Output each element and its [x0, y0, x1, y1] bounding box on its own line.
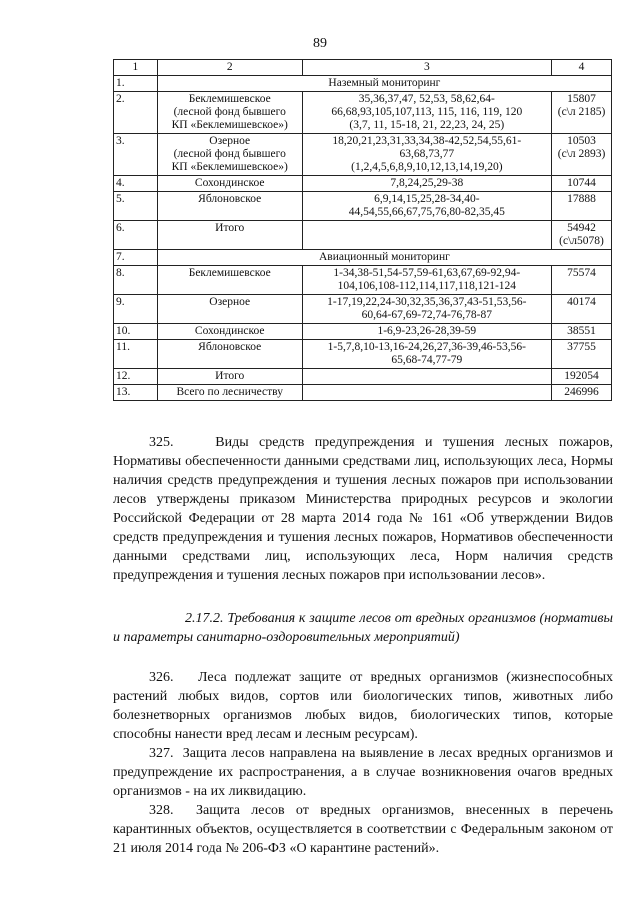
header-cell: 3	[302, 60, 551, 76]
area-value-line: 38551	[567, 325, 596, 337]
paragraph-327: 327. Защита лесов направлена на выявление в лесах вредных организмов и предупреждение их распространения, а в случае возникновения очагов вредных организмов - на их ликвидацию.	[113, 746, 613, 799]
table-header-row	[114, 60, 612, 76]
quarter-numbers	[302, 134, 551, 176]
section-title: Наземный мониторинг	[157, 76, 611, 92]
section-row-air	[114, 250, 612, 266]
quarter-numbers-line: 35,36,37,47, 52,53, 58,62,64-	[358, 93, 495, 105]
quarter-numbers-line: 1-5,7,8,10-13,16-24,26,27,36-39,46-53,56-	[327, 341, 526, 353]
row-number: 1.	[114, 76, 158, 92]
row-number: 6.	[114, 221, 158, 250]
row-number: 9.	[114, 295, 158, 324]
row-number: 12.	[114, 369, 158, 385]
forest-district-name	[157, 134, 302, 176]
paragraph-328: 328. Защита лесов от вредных организмов, внесенных в перечень карантинных объектов, осуществляется в соответствии с Федеральным законом от 21 июля 2014 года № 206-ФЗ «О карантине растений».	[113, 803, 613, 856]
table-row	[114, 385, 612, 401]
area-value	[552, 385, 612, 401]
quarter-numbers-line: 6,9,14,15,25,28-34,40-	[374, 193, 480, 205]
forest-district-name-line: Беклемишевское	[188, 267, 271, 279]
forest-district-name	[157, 92, 302, 134]
table-row	[114, 92, 612, 134]
forest-district-name-line: Яблоновское	[198, 193, 262, 205]
quarter-numbers-line: 66,68,93,105,107,113, 115, 116, 119, 120	[331, 106, 523, 118]
area-value-line: 37755	[567, 341, 596, 353]
area-value	[552, 176, 612, 192]
area-value	[552, 369, 612, 385]
area-value	[552, 340, 612, 369]
quarter-numbers-line: 1-17,19,22,24-30,32,35,36,37,43-51,53,56-	[327, 296, 527, 308]
area-value	[552, 221, 612, 250]
paragraph-325	[113, 433, 613, 585]
quarter-numbers	[302, 221, 551, 250]
forest-district-name-line: Яблоновское	[198, 341, 262, 353]
area-value	[552, 324, 612, 340]
quarter-numbers-line: 104,106,108-112,114,117,118,121-124	[337, 280, 517, 292]
table-row	[114, 295, 612, 324]
area-value-line: 10744	[567, 177, 596, 189]
quarter-numbers-line: 18,20,21,23,31,33,34,38-42,52,54,55,61-	[332, 135, 522, 147]
forest-district-name-line: Сохондинское	[194, 325, 265, 337]
row-number: 3.	[114, 134, 158, 176]
header-cell: 4	[552, 60, 612, 76]
forest-district-name	[157, 295, 302, 324]
page-number: 89	[313, 36, 327, 51]
quarter-numbers	[302, 92, 551, 134]
header-cell: 2	[157, 60, 302, 76]
table-row	[114, 369, 612, 385]
quarter-numbers-line: 60,64-67,69-72,74-76,78-87	[361, 309, 492, 321]
area-value	[552, 266, 612, 295]
forest-district-name-line: КП «Беклемишевское»)	[171, 161, 288, 173]
forest-district-name-line: Итого	[215, 370, 245, 382]
row-number: 7.	[114, 250, 158, 266]
table-row	[114, 221, 612, 250]
quarter-numbers-line: 65,68-74,77-79	[391, 354, 463, 366]
monitoring-table	[113, 59, 612, 401]
forest-district-name	[157, 221, 302, 250]
area-value-line: (с\л 2893)	[557, 148, 606, 160]
quarter-numbers	[302, 176, 551, 192]
forest-district-name	[157, 324, 302, 340]
row-number: 5.	[114, 192, 158, 221]
table-row	[114, 340, 612, 369]
quarter-numbers-line: 1-6,9-23,26-28,39-59	[377, 325, 477, 337]
area-value-line: 15807	[567, 93, 596, 105]
table-row	[114, 134, 612, 176]
forest-district-name-line: Беклемишевское	[188, 93, 271, 105]
table-row	[114, 266, 612, 295]
area-value-line: 17888	[567, 193, 596, 205]
paragraphs-326-328	[113, 668, 613, 858]
area-value-line: (с\л 2185)	[557, 106, 606, 118]
quarter-numbers-line: 44,54,55,66,67,75,76,80-82,35,45	[348, 206, 505, 218]
area-value-line: 40174	[567, 296, 596, 308]
area-value-line: 192054	[564, 370, 599, 382]
paragraph-text: 325. Виды средств предупреждения и тушения лесных пожаров, Нормативы обеспеченности данными средствами лиц, использующих леса, Нормы наличия средств предупреждения и тушения лесных пожаров при использовании лесов утверждены приказом Министерства природных ресурсов и экологии Российской Федерации от 28 марта 2014 года № 161 «Об утверждении Видов средств предупреждения и тушения лесных пожаров, Нормативов обеспеченности данными средствами лиц, использующих леса, Норм наличия средств предупреждения и тушения лесных пожаров при использовании лесов».	[113, 435, 613, 583]
area-value-line: 10503	[567, 135, 596, 147]
forest-district-name-line: Сохондинское	[194, 177, 265, 189]
section-row-ground	[114, 76, 612, 92]
quarter-numbers	[302, 340, 551, 369]
row-number: 13.	[114, 385, 158, 401]
quarter-numbers	[302, 369, 551, 385]
row-number: 8.	[114, 266, 158, 295]
forest-district-name	[157, 176, 302, 192]
forest-district-name-line: Озерное	[209, 135, 251, 147]
quarter-numbers-line: 1-34,38-51,54-57,59-61,63,67,69-92,94-	[333, 267, 521, 279]
forest-district-name-line: Всего по лесничеству	[176, 386, 283, 398]
area-value-line: 246996	[564, 386, 599, 398]
paragraph-326: 326. Леса подлежат защите от вредных организмов (жизнеспособных растений любых видов, сортов или биологических типов, животных либо болезнетворных организмов любых видов, биологических типов, которые способны нанести вред лесам и лесным ресурсам).	[113, 670, 613, 742]
row-number: 11.	[114, 340, 158, 369]
row-number: 2.	[114, 92, 158, 134]
table-row	[114, 176, 612, 192]
area-value	[552, 134, 612, 176]
heading-text: 2.17.2. Требования к защите лесов от вредных организмов (нормативы и параметры санитарно-оздоровительных мероприятий)	[113, 611, 613, 645]
area-value-line: 75574	[567, 267, 596, 279]
section-title: Авиационный мониторинг	[157, 250, 611, 266]
header-cell: 1	[114, 60, 158, 76]
area-value-line: 54942	[567, 222, 596, 234]
area-value	[552, 192, 612, 221]
quarter-numbers-line: 63,68,73,77	[399, 148, 455, 160]
forest-district-name-line: (лесной фонд бывшего	[173, 106, 286, 118]
forest-district-name-line: Итого	[215, 222, 245, 234]
forest-district-name-line: КП «Беклемишевское»)	[171, 119, 288, 131]
quarter-numbers	[302, 192, 551, 221]
forest-district-name	[157, 266, 302, 295]
quarter-numbers-line: (1,2,4,5,6,8,9,10,12,13,14,19,20)	[351, 161, 503, 173]
area-value	[552, 92, 612, 134]
forest-district-name-line: (лесной фонд бывшего	[173, 148, 286, 160]
section-heading	[113, 609, 613, 647]
area-value-line: (с\л5078)	[559, 235, 604, 247]
forest-district-name	[157, 369, 302, 385]
forest-district-name	[157, 340, 302, 369]
forest-district-name-line: Озерное	[209, 296, 251, 308]
quarter-numbers	[302, 295, 551, 324]
quarter-numbers	[302, 266, 551, 295]
area-value	[552, 295, 612, 324]
forest-district-name	[157, 385, 302, 401]
quarter-numbers	[302, 385, 551, 401]
quarter-numbers-line: (3,7, 11, 15-18, 21, 22,23, 24, 25)	[349, 119, 505, 131]
row-number: 10.	[114, 324, 158, 340]
forest-district-name	[157, 192, 302, 221]
table-row	[114, 192, 612, 221]
quarter-numbers	[302, 324, 551, 340]
row-number: 4.	[114, 176, 158, 192]
table-row	[114, 324, 612, 340]
quarter-numbers-line: 7,8,24,25,29-38	[390, 177, 464, 189]
